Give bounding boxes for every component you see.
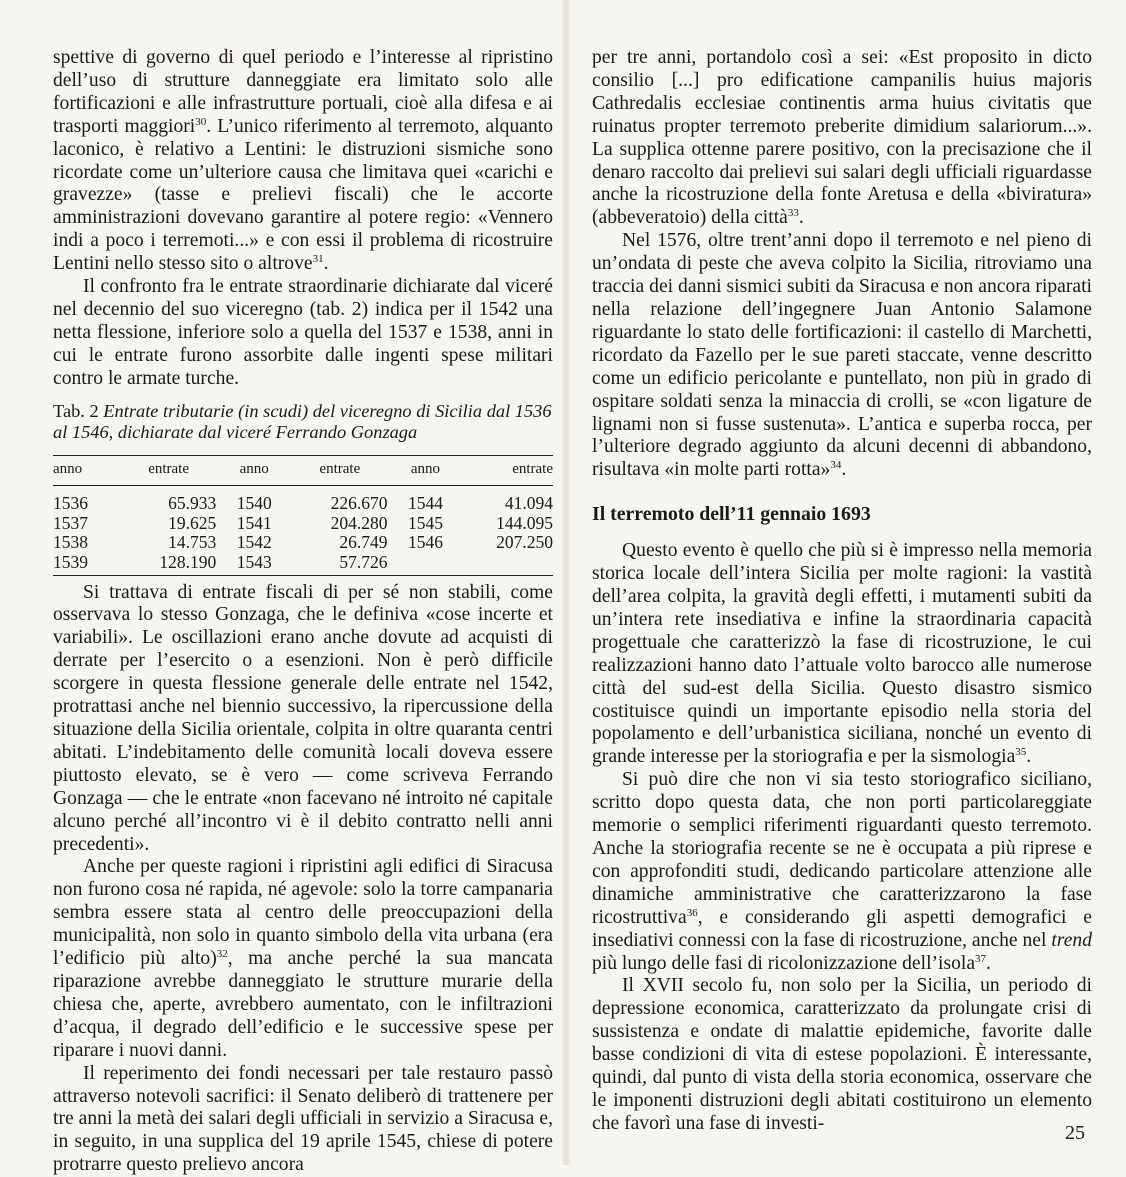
- table-row: [53, 486, 553, 514]
- table-cell: 14.753: [168, 532, 217, 553]
- paragraph: Questo evento è quello che più si è impresso nella memoria storica locale dell’intera Sicilia per molte ragioni: la vastità dell’area colpita, la gravità degli effetti, i mutamenti subiti da un’intera rete insediativa e infine la straordinaria capacità progettuale che caratterizzò la fase di ricostruzione, le cui realizzazioni hanno dato l’attuale volto barocco alle numerose città del sud-est della Sicilia. Questo disastro sismico costituisce quindi un importante episodio nella storia del popolamento e dell’urbanistica siciliana, nonché un evento di grande interesse per la storiografia e per la sismologia$^{35}$.: [592, 540, 1092, 768]
- table-cell: 41.094: [504, 493, 553, 514]
- footnote-ref[interactable]: 33: [787, 207, 799, 220]
- paragraph: Nel 1576, oltre trent’anni dopo il terremoto e nel pieno di un’ondata di peste che aveva colpito la Sicilia, ritroviamo una traccia dei danni sismici subiti da Siracusa e non ancora riparati nella relazione dell’ingegnere Juan Antonio Salamone riguardante lo stato delle fortificazioni: il castello di Marchetti, ricordato da Fazello per le sue pareti staccate, venne descritto come un edificio pericolante e puntellato, non più in grado di ospitare soldati senza la minaccia di crolli, se «con ligature de lignami non si fusse sustenuta». L’antica e superba rocca, per l’ulteriore degrado aggiunto da alcuni decenni di abbandono, risultava «in molte parti rotta»$^{34}$.: [592, 230, 1092, 481]
- table-cell: 19.625: [168, 512, 217, 533]
- footnote-ref[interactable]: 30: [195, 115, 207, 128]
- page-gutter: [562, 0, 570, 1165]
- table-cell: 1539: [53, 551, 88, 572]
- table-cell: 128.190: [159, 551, 217, 572]
- footnote-ref[interactable]: 36: [686, 906, 698, 919]
- column-header: anno: [395, 455, 455, 486]
- table-caption: Tab. 2 Entrate tributarie (in scudi) del viceregno di Sicilia dal 1536 al 1546, dichiarate dal viceré Ferrando Gonzaga: [53, 400, 552, 442]
- table-cell: 1540: [236, 493, 272, 514]
- paragraph: Si trattava di entrate fiscali di per sé non stabili, come osservava lo stesso Gonzaga, che le definiva «cose incerte et variabili». Le oscillazioni erano anche dovute ad acquisti di derrate per l’esercito o a esenzioni. Non è però difficile scorgere in questa flessione generale delle entrate nel 1542, protrattasi anche nel biennio successivo, la ripercussione della situazione della Sicilia orientale, colpita in oltre quaranta centri abitati. L’indebitamento delle comunità locali doveva essere piuttosto elevato, se è vero — come scriveva Ferrando Gonzaga — che le entrate «non facevano né introito né capitale alcuno perché all’incontro vi è il debito contratto nelli anni precedenti».: [53, 581, 553, 855]
- paragraph: Anche per queste ragioni i ripristini agli edifici di Siracusa non furono cosa né rapida, né agevole: solo la torre campanaria sembra essere stata al centro delle preoccupazioni della municipalità, non solo in quanto simbolo della vita urbana (era l’edificio più alto)$^{32}$, ma anche perché la sua mancata riparazione avrebbe danneggiato le strutture murarie della chiesa che, aperte, avrebbero aumentato, con le infiltrazioni d’acqua, il degrado dell’edificio e le successive spese per riparare i nuovi danni.: [53, 856, 553, 1061]
- paragraph: Il reperimento dei fondi necessari per tale restauro passò attraverso notevoli sacrifici: il Senato deliberò di trattenere per tre anni la metà dei salari degli ufficiali in servizio a Siracusa e, in seguito, in una supplica del 19 aprile 1545, chiese di potere protrarre questo prelievo ancora: [53, 1062, 553, 1176]
- table-cell: 204.280: [330, 512, 388, 533]
- table-row: [53, 514, 553, 534]
- table-cell: [395, 553, 455, 575]
- footnote-ref[interactable]: 35: [1015, 746, 1027, 759]
- table-cell: 1545: [407, 512, 443, 533]
- table-cell: 1546: [407, 532, 443, 553]
- table-cell: 1537: [53, 512, 88, 533]
- column-header: anno: [53, 455, 113, 486]
- page-number: 25: [1065, 1122, 1085, 1144]
- paragraph: Il XVII secolo fu, non solo per la Sicilia, un periodo di depressione economica, caratterizzato da prolungate crisi di sussistenza e ondate di malattie epidemiche, favorite dalle basse condizioni di vita di estese popolazioni. È interessante, quindi, dal punto di vista della storia economica, osservare che le imponenti distruzioni degli abitati costituirono un elemento che favorì una fase di investi-: [592, 975, 1092, 1134]
- column-header: entrate: [455, 455, 553, 486]
- table-cell: 65.933: [168, 493, 217, 514]
- table-header-row: [53, 455, 553, 486]
- table-row: [53, 553, 553, 575]
- paragraph: per tre anni, portandolo così a sei: «Est proposito in dicto consilio [...] pro edificatione campanilis huius majoris Cathredalis ecclesiae continentis arma huius civitatis que ruinatus propter terremoto preberite dimidium salariorum...». La supplica ottenne parere positivo, con la precisazione che il denaro raccolto dai prelievi sui salari degli ufficiali riguardasse anche la ricostruzione della fonte Aretusa e della «biviratura» (abbeveratoio) della città$^{33}$.: [592, 47, 1092, 229]
- table-cell: 1541: [236, 512, 272, 533]
- footnote-ref[interactable]: 37: [975, 952, 987, 965]
- footnote-ref[interactable]: 31: [312, 253, 324, 266]
- revenue-table: [53, 455, 553, 576]
- table-row: [53, 533, 553, 553]
- footnote-ref[interactable]: 32: [216, 948, 228, 961]
- paragraph: Si può dire che non vi sia testo storiografico siciliano, scritto dopo questa data, che non porti particolareggiate memorie o semplici riferimenti riguardanti questo terremoto. Anche la storiografia recente se ne è occupata a più riprese e con approfonditi studi, dedicando particolare attenzione alle dinamiche amministrative che caratterizzarono la fase ricostruttiva$^{36}$, e considerando gli aspetti demografici e insediativi connessi con la fase di ricostruzione, anche nel trend più lungo delle fasi di ricolonizzazione dell’isola$^{37}$.: [592, 769, 1092, 974]
- footnote-ref[interactable]: 34: [830, 459, 842, 472]
- table-cell: [455, 553, 553, 575]
- table-cell: 1538: [53, 532, 88, 553]
- column-header: entrate: [284, 455, 395, 486]
- table-cell: 144.095: [496, 512, 553, 533]
- right-column: [592, 47, 1092, 1136]
- table-cell: 226.670: [330, 493, 388, 514]
- paragraph: spettive di governo di quel periodo e l’interesse al ripristino dell’uso di strutture danneggiate era limitato solo alle fortificazioni e alle infrastrutture portuali, cioè alla difesa e ai trasporti maggiori$^{30}$. L’unico riferimento al terremoto, alquanto laconico, è relativo a Lentini: le distruzioni sismiche sono ricordate come un’ulteriore causa che limitava quei «carichi e gravezze» (tasse e prelievi fiscali) che le accorte amministrazioni dovevano garantire al potere regio: «Vennero indi a poco i terremoti...» e con essi il problema di ricostruire Lentini nello stesso sito o altrove$^{31}$.: [53, 47, 554, 275]
- section-heading: Il terremoto dell’11 gennaio 1693: [592, 503, 871, 526]
- table-cell: 1543: [236, 551, 272, 572]
- table-cell: 1536: [53, 493, 88, 514]
- table-cell: 26.749: [339, 532, 388, 553]
- column-header: anno: [224, 455, 284, 486]
- table-cell: 207.250: [496, 532, 553, 553]
- column-header: entrate: [113, 455, 224, 486]
- table-cell: 57.726: [339, 551, 388, 572]
- table-cell: 1544: [407, 493, 443, 514]
- paragraph: Il confronto fra le entrate straordinarie dichiarate dal viceré nel decennio del suo viceregno (tab. 2) indica per il 1542 una netta flessione, inferiore solo a quella del 1537 e 1538, anni in cui le entrate furono assorbite dalle ingenti spese militari contro le armate turche.: [53, 276, 553, 389]
- table-cell: 1542: [236, 532, 272, 553]
- left-column: [53, 47, 553, 1177]
